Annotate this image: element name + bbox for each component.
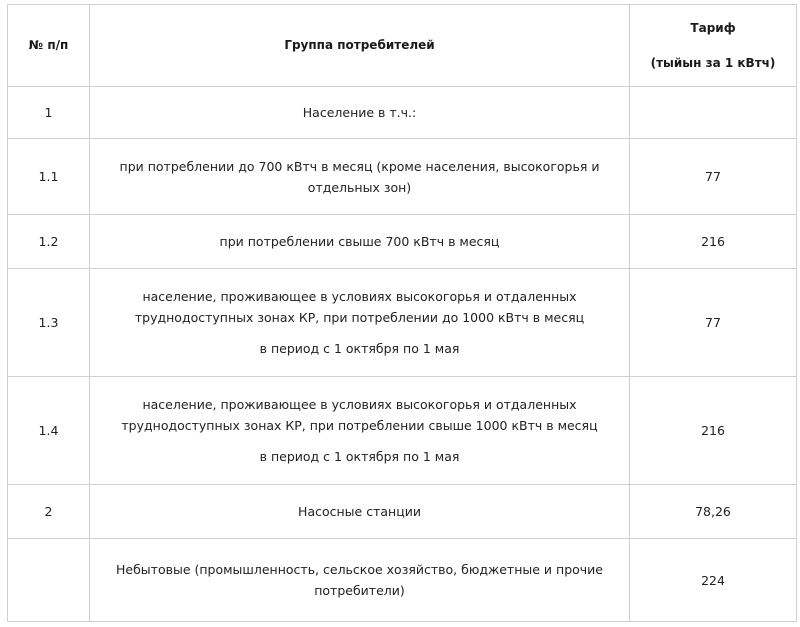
header-tariff-title: Тариф: [690, 20, 736, 35]
row-tariff: 77: [630, 139, 797, 215]
table-row: [8, 539, 797, 622]
row-group: [90, 139, 630, 215]
row-num: 2: [8, 485, 90, 539]
row-group: [90, 215, 630, 269]
row-tariff: 224: [630, 539, 797, 622]
table-row: [8, 269, 797, 377]
row-group: [90, 377, 630, 485]
table-row: [8, 215, 797, 269]
row-tariff: 216: [630, 215, 797, 269]
row-group-period: в период с 1 октября по 1 мая: [259, 341, 460, 356]
row-num: 1.1: [8, 139, 90, 215]
row-group-line: Небытовые (промышленность, сельское хозяйство, бюджетные и прочие: [116, 562, 603, 577]
table-header-row: [8, 5, 797, 87]
row-tariff: 78,26: [630, 485, 797, 539]
row-tariff: 216: [630, 377, 797, 485]
row-group-period: в период с 1 октября по 1 мая: [259, 449, 460, 464]
row-tariff: 77: [630, 269, 797, 377]
header-tariff-unit: (тыйын за 1 кВтч): [650, 55, 776, 70]
row-group: [90, 87, 630, 139]
row-group-line: Население в т.ч.:: [302, 105, 417, 120]
row-num: [8, 539, 90, 622]
row-group: [90, 485, 630, 539]
row-group-line: при потреблении до 700 кВтч в месяц (кроме населения, высокогорья и: [119, 158, 600, 174]
row-num: 1.4: [8, 377, 90, 485]
row-tariff: [630, 87, 797, 139]
row-group-line: население, проживающее в условиях высокогорья и отдаленных: [142, 397, 577, 412]
header-tariff: [630, 5, 797, 87]
table-row: [8, 139, 797, 215]
table-row: [8, 87, 797, 139]
table-row: [8, 485, 797, 539]
row-group: [90, 269, 630, 377]
row-group-line: отдельных зон): [307, 179, 412, 195]
row-num: 1.2: [8, 215, 90, 269]
row-num: 1: [8, 87, 90, 139]
table-row: [8, 377, 797, 485]
row-group-line: Насосные станции: [298, 504, 421, 519]
header-group: Группа потребителей: [90, 5, 630, 87]
row-group: [90, 539, 630, 622]
tariff-table: [7, 4, 797, 622]
row-group-line: при потреблении свыше 700 кВтч в месяц: [219, 234, 500, 249]
row-group-line: труднодоступных зонах КР, при потреблении до 1000 кВтч в месяц: [134, 310, 585, 325]
row-num: 1.3: [8, 269, 90, 377]
header-num: № п/п: [8, 5, 90, 87]
row-group-line: население, проживающее в условиях высокогорья и отдаленных: [142, 289, 577, 304]
row-group-line: труднодоступных зонах КР, при потреблении свыше 1000 кВтч в месяц: [121, 418, 598, 433]
row-group-line: потребители): [314, 583, 405, 598]
